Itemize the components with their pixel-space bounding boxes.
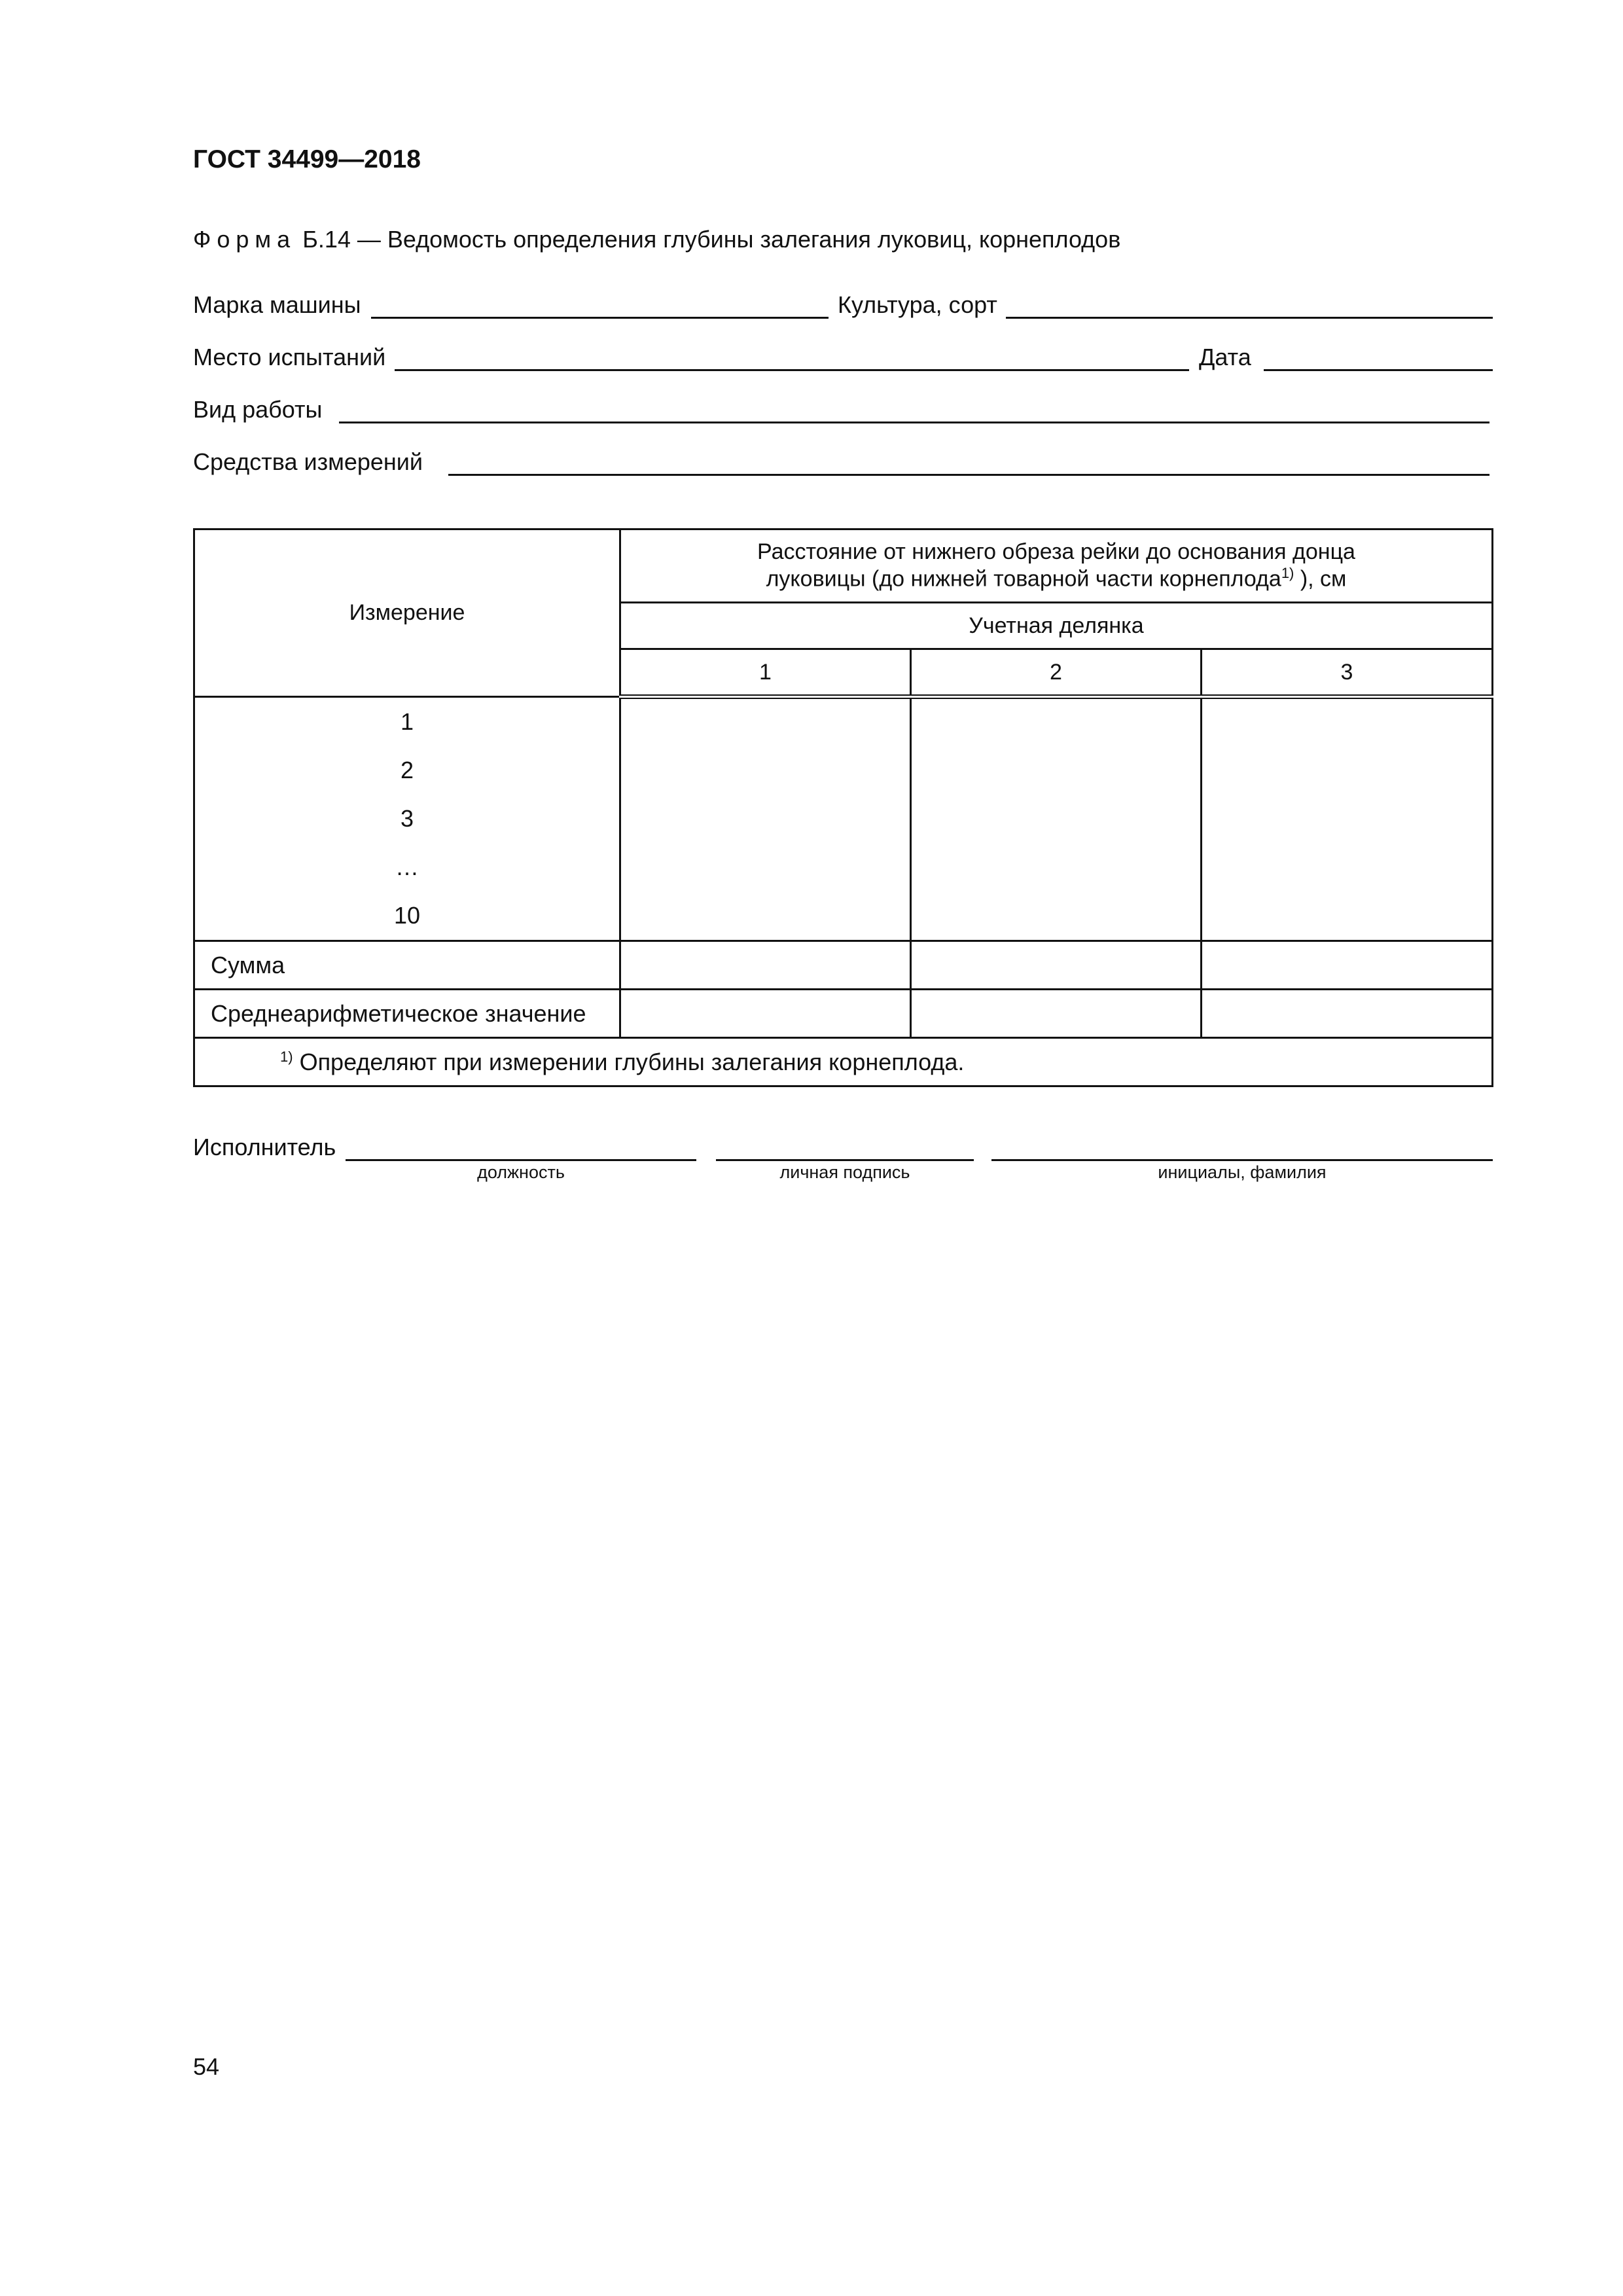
footnote-mark: 1): [280, 1048, 293, 1065]
measuring-tools-field[interactable]: [448, 474, 1489, 476]
measurement-number: 3: [400, 805, 414, 832]
work-type-field[interactable]: [339, 422, 1489, 423]
signature-caption: личная подпись: [779, 1162, 910, 1182]
mean-plot-2-cell[interactable]: [911, 990, 1202, 1038]
sum-label: Сумма: [194, 941, 620, 990]
table-footnote: [194, 1038, 1493, 1086]
form-title: [193, 226, 1120, 253]
date-field[interactable]: [1264, 369, 1493, 371]
measurement-column-header: Измерение: [194, 529, 620, 697]
machine-brand-label: Марка машины: [193, 291, 361, 318]
measurement-number: 2: [400, 757, 414, 783]
measurement-table: [193, 528, 1493, 1087]
form-title-prefix: Форма: [193, 226, 296, 253]
name-caption: инициалы, фамилия: [1158, 1162, 1327, 1182]
signature-field[interactable]: [716, 1159, 974, 1161]
executor-label: Исполнитель: [193, 1134, 336, 1160]
test-site-field[interactable]: [395, 369, 1189, 371]
test-site-label: Место испытаний: [193, 344, 386, 370]
footnote-ref: 1): [1281, 565, 1294, 582]
measurement-number: 1: [400, 708, 414, 735]
sum-plot-2-cell[interactable]: [911, 941, 1202, 990]
position-field[interactable]: [346, 1159, 696, 1161]
mean-plot-1-cell[interactable]: [620, 990, 911, 1038]
sum-plot-3-cell[interactable]: [1202, 941, 1493, 990]
distance-header-line2: луковицы (до нижней товарной части корнеплода$^{1)}$ ), см: [766, 565, 1347, 592]
mean-plot-3-cell[interactable]: [1202, 990, 1493, 1038]
plot-2-values-cell[interactable]: [911, 697, 1202, 941]
document-header: ГОСТ 34499—2018: [193, 145, 421, 173]
distance-column-header: [620, 529, 1493, 603]
plot-3-values-cell[interactable]: [1202, 697, 1493, 941]
machine-brand-field[interactable]: [371, 317, 829, 319]
name-field[interactable]: [991, 1159, 1493, 1161]
culture-variety-field[interactable]: [1006, 317, 1493, 319]
culture-variety-label: Культура, сорт: [838, 291, 997, 318]
mean-label: Среднеарифметическое значение: [194, 990, 620, 1038]
plot-1-values-cell[interactable]: [620, 697, 911, 941]
plot-number-header: 3: [1202, 649, 1493, 697]
position-caption: должность: [477, 1162, 565, 1182]
form-title-text: Б.14 — Ведомость определения глубины залегания луковиц, корнеплодов: [296, 226, 1121, 253]
work-type-label: Вид работы: [193, 396, 323, 423]
measurement-number: 10: [393, 902, 421, 929]
measurement-numbers-cell: [194, 697, 620, 941]
date-label: Дата: [1199, 344, 1251, 370]
measuring-tools-label: Средства измерений: [193, 448, 423, 475]
plot-number-header: 2: [911, 649, 1202, 697]
measurement-number: …: [395, 853, 419, 880]
footnote-text: Определяют при измерении глубины залегания корнеплода.: [293, 1048, 965, 1075]
page-number: 54: [193, 2053, 220, 2080]
plot-number-header: 1: [620, 649, 911, 697]
sum-plot-1-cell[interactable]: [620, 941, 911, 990]
distance-header-line1: Расстояние от нижнего обреза рейки до основания донца: [757, 539, 1355, 565]
plot-column-header: Учетная делянка: [620, 603, 1493, 649]
